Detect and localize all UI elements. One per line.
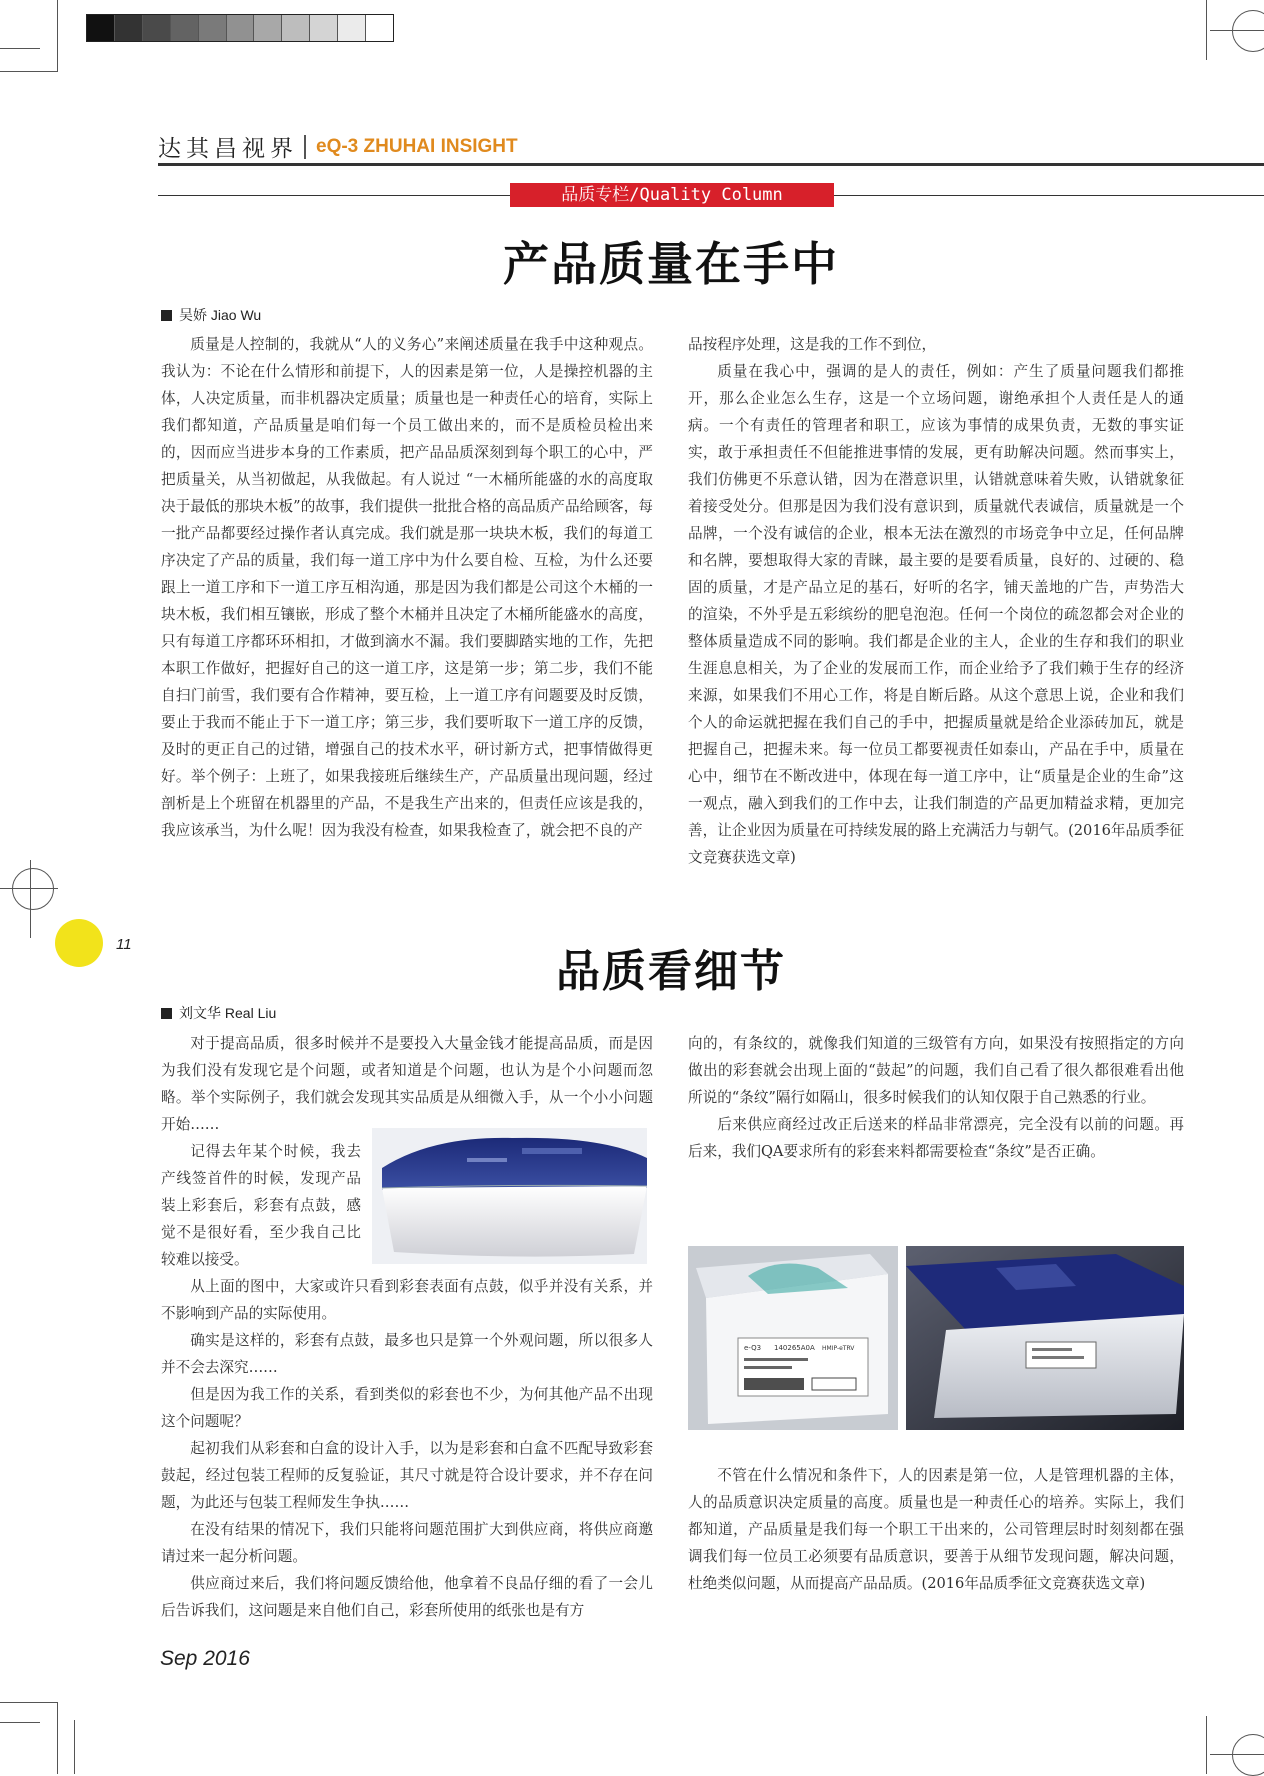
masthead xyxy=(158,130,518,163)
masthead-cn: 达其昌视界 xyxy=(158,136,298,162)
crop-mark xyxy=(1210,1754,1264,1755)
bullet-square xyxy=(161,1008,172,1019)
registration-mark xyxy=(1232,10,1264,52)
article2-left-wrap xyxy=(161,1138,361,1273)
crop-mark xyxy=(1206,1716,1207,1774)
article1-paragraph: 质量是人控制的，我就从“人的义务心”来阐述质量在我手中这种观点。我认为：不论在什么情形和前提下，人的因素是第一位，人是操控机器的主体，人决定质量，而非机器决定质量；质量也是一种责任心的培育，实际上我们都知道，产品质量是咱们每一个员工做出来的，而不是质检员检出来的，因而应当进步本身的工作素质，把产品品质深刻到每个职工的心中，严把质量关，从当初做起，从我做起。有人说过 “一木桶所能盛的水的高度取决于最低的那块木板”的故事，我们提供一批批合格的高品质产品给顾客，每一批产品都要经过操作者认真完成。我们就是那一块块木板，我们的每道工序决定了产品的质量，我们每一道工序中为什么要自检、互检，为什么还要跟上一道工序和下一道工序互相沟通，那是因为我们都是公司这个木桶的一块木板，我们相互镶嵌，形成了整个木桶并且决定了木桶所能盛水的高度，只有每道工序都环环相扣，才做到滴水不漏。我们要脚踏实地的工作，先把本职工作做好，把握好自己的这一道工序，这是第一步；第二步，我们不能自扫门前雪，我们要有合作精神，要互检，上一道工序有问题要及时反馈，要止于我而不能止于下一道工序；第三步，我们要听取下一道工序的反馈，及时的更正自己的过错，增强自己的技术水平，研讨新方式，把事情做得更好。举个例子：上班了，如果我接班后继续生产，产品质量出现问题，经过剖析是上个班留在机器里的产品，不是我生产出来的，但责任应该是我的，我应该承当，为什么呢！因为我没有检查，如果我检查了，就会把不良的产 xyxy=(161,336,653,839)
article1-author-name: 吴娇 Jiao Wu xyxy=(179,307,262,323)
issue-date: Sep 2016 xyxy=(160,1647,250,1670)
box-label-code: 140265A0A xyxy=(774,1344,815,1352)
crop-mark xyxy=(1210,30,1264,31)
registration-mark xyxy=(1232,1734,1264,1776)
article2-author xyxy=(161,1003,276,1023)
article2-paragraph: 确实是这样的，彩套有点鼓，最多也只是算一个外观问题，所以很多人并不会去深究…… xyxy=(161,1332,653,1376)
article2-paragraph: 向的，有条纹的，就像我们知道的三级管有方向，如果没有按照指定的方向做出的彩套就会出现上面的“鼓起”的问题，我们自己看了很久都很难看出他所说的“条纹”隔行如隔山，很多时候我们的认知仅限于自己熟悉的行业。 xyxy=(688,1035,1184,1106)
masthead-separator xyxy=(304,135,306,159)
article2-paragraph: 供应商过来后，我们将问题反馈给他，他拿着不良品仔细的看了一会儿后告诉我们，这问题是来自他们自己，彩套所使用的纸张也是有方 xyxy=(161,1575,653,1619)
article1-left-column xyxy=(161,331,653,844)
header-rule xyxy=(158,163,1264,166)
article2-paragraph: 在没有结果的情况下，我们只能将问题范围扩大到供应商，将供应商邀请过来一起分析问题。 xyxy=(161,1521,653,1565)
article2-paragraph: 起初我们从彩套和白盒的设计入手，以为是彩套和白盒不匹配导致彩套鼓起，经过包装工程师的反复验证，其尺寸就是符合设计要求，并不存在问题，为此还与包装工程师发生争执…… xyxy=(161,1440,653,1511)
photo-bulging-box xyxy=(372,1128,647,1264)
crop-mark xyxy=(30,860,31,938)
crop-mark xyxy=(0,1722,40,1723)
photo-box-fixed xyxy=(906,1246,1184,1430)
article1-author xyxy=(161,305,261,325)
column-label: 品质专栏/Quality Column xyxy=(510,183,834,207)
crop-mark xyxy=(0,1702,58,1703)
photo-box-label xyxy=(688,1246,898,1430)
crop-mark xyxy=(0,71,58,72)
article1-paragraph: 质量在我心中，强调的是人的责任，例如：产生了质量问题我们都推开，那么企业怎么生存，这是一个立场问题，谢绝承担个人责任是人的通病。一个有责任的管理者和职工，应该为事情的成果负责，无数的事实证实，敢于承担责任不但能推进事情的发展，更有助解决问题。然而事实上，我们仿佛更不乐意认错，因为在潜意识里，认错就意味着失败，认错就象征着接受处分。但那是因为我们没有意识到，质量就代表诚信，质量就是一个品牌，一个没有诚信的企业，根本无法在激烈的市场竞争中立足，任何品牌和名牌，要想取得大家的青睐，最主要的是要看质量，良好的、过硬的、稳固的质量，才是产品立足的基石，好听的名字，铺天盖地的广告，声势浩大的渲染，不外乎是五彩缤纷的肥皂泡泡。任何一个岗位的疏忽都会对企业的整体质量造成不同的影响。我们都是企业的主人，企业的生存和我们的职业生涯息息相关，为了企业的发展而工作，而企业给予了我们赖于生存的经济来源，如果我们不用心工作，将是自断后路。从这个意思上说，企业和我们个人的命运就把握在我们自己的手中，把握质量就是给企业添砖加瓦，就是把握自己，把握未来。每一位员工都要视责任如泰山，产品在手中，质量在心中，细节在不断改进中，体现在每一道工序中，让“质量是企业的生命”这一观点，融入到我们的工作中去，让我们制造的产品更加精益求精，更加完善，让企业因为质量在可持续发展的路上充满活力与朝气。(2016年品质季征文竞赛获选文章) xyxy=(688,363,1184,866)
article2-paragraph: 对于提高品质，很多时候并不是要投入大量金钱才能提高品质，而是因为我们没有发现它是个问题，或者知道是个问题，也认为是个小问题而忽略。举个实际例子，我们就会发现其实品质是从细微入手，从一个小小问题开始…… xyxy=(161,1035,653,1133)
registration-mark xyxy=(12,868,54,910)
article2-right-bottom xyxy=(688,1462,1184,1597)
gray-scale-strip xyxy=(86,14,394,42)
article2-author-name: 刘文华 Real Liu xyxy=(179,1005,277,1021)
article2-left-bottom xyxy=(161,1273,653,1624)
masthead-en: eQ-3 ZHUHAI INSIGHT xyxy=(316,135,518,157)
article2-right-top xyxy=(688,1030,1184,1165)
article2-paragraph: 记得去年某个时候，我去产线签首件的时候，发现产品装上彩套后，彩套有点鼓，感觉不是很好看，至少我自己比较难以接受。 xyxy=(161,1143,361,1268)
box-label-model: HMIP-eTRV xyxy=(822,1345,855,1352)
crop-mark xyxy=(57,1702,58,1774)
page-number: 11 xyxy=(116,936,132,953)
article2-paragraph: 但是因为我工作的关系，看到类似的彩套也不少，为何其他产品不出现这个问题呢？ xyxy=(161,1386,653,1430)
crop-mark xyxy=(57,0,58,72)
box-label-brand: e-Q3 xyxy=(744,1344,762,1352)
crop-mark xyxy=(0,888,58,889)
crop-mark xyxy=(1206,0,1207,60)
article1-paragraph: 品按程序处理，这是我的工作不到位， xyxy=(688,336,937,353)
article2-left-top xyxy=(161,1030,653,1138)
article2-paragraph: 不管在什么情况和条件下，人的因素是第一位，人是管理机器的主体，人的品质意识决定质量的高度。质量也是一种责任心的培养。实际上，我们都知道，产品质量是我们每一个职工干出来的，公司管理层时时刻刻都在强调我们每一位员工必须要有品质意识，要善于从细节发现问题，解决问题，杜绝类似问题，从而提高产品品质。(2016年品质季征文竞赛获选文章) xyxy=(688,1467,1184,1592)
bullet-square xyxy=(161,310,172,321)
article1-right-column xyxy=(688,331,1184,871)
crop-mark xyxy=(0,48,40,49)
article2-paragraph: 后来供应商经过改正后送来的样品非常漂亮，完全没有以前的问题。再后来，我们QA要求所有的彩套来料都需要检查“条纹”是否正确。 xyxy=(688,1116,1184,1160)
crop-mark xyxy=(74,1720,75,1774)
page-marker-dot xyxy=(55,919,103,967)
article1-title: 产品质量在手中 xyxy=(503,237,839,291)
article2-paragraph: 从上面的图中，大家或许只看到彩套表面有点鼓，似乎并没有关系，并不影响到产品的实际使用。 xyxy=(161,1278,653,1322)
article2-title: 品质看细节 xyxy=(556,946,786,997)
